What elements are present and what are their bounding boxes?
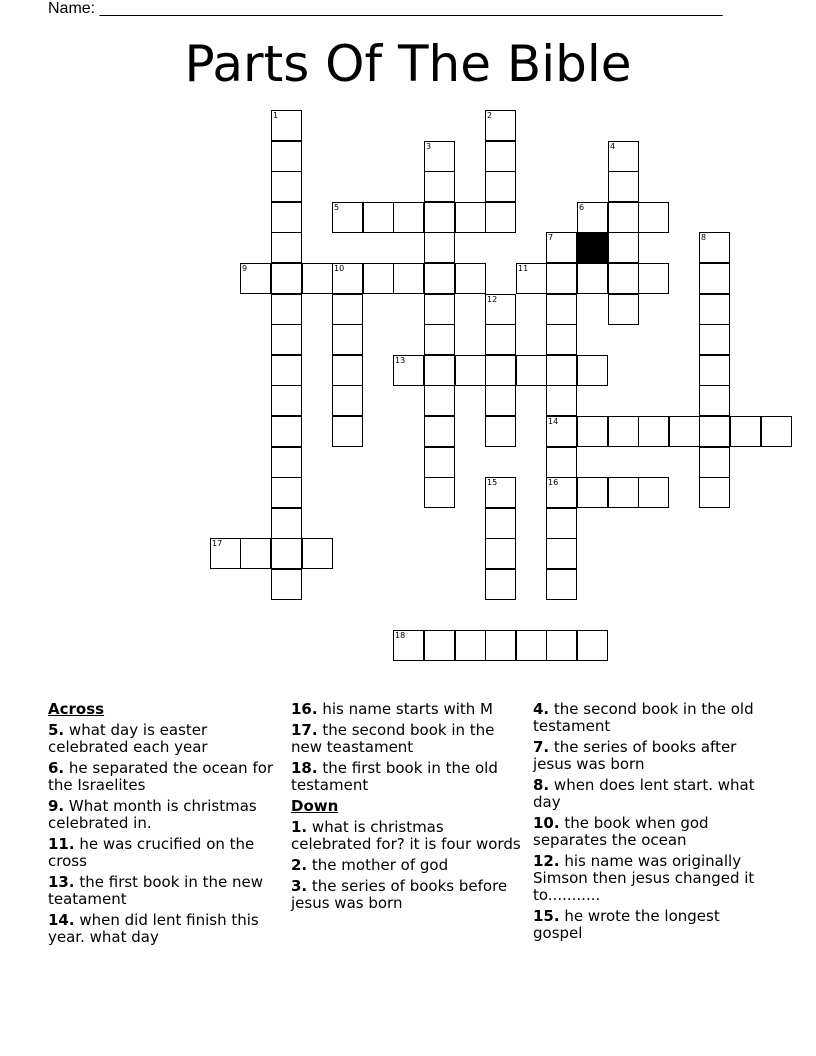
clues-column-2	[291, 701, 523, 916]
clue-number-label: 18.	[291, 759, 318, 777]
clue-number-label: 13.	[48, 873, 75, 891]
grid-cell[interactable]	[271, 569, 302, 600]
clue-number: 10	[334, 264, 345, 273]
grid-cell[interactable]	[546, 569, 577, 600]
grid-cell[interactable]	[271, 508, 302, 539]
grid-cell[interactable]	[546, 355, 577, 386]
name-field[interactable]: Name: ______________________________________________________________________	[48, 0, 723, 17]
grid-cell[interactable]	[516, 630, 547, 661]
grid-cell[interactable]	[455, 355, 486, 386]
clue-text: he wrote the longest gospel	[533, 907, 720, 942]
grid-cell[interactable]	[485, 569, 516, 600]
clue-number: 3	[426, 142, 432, 151]
clue-item	[291, 878, 523, 912]
grid-cell[interactable]	[485, 538, 516, 569]
clue-number-label: 9.	[48, 797, 65, 815]
grid-cell[interactable]	[332, 355, 363, 386]
black-square	[577, 232, 608, 263]
grid-cell[interactable]	[424, 355, 455, 386]
grid-cell[interactable]	[546, 416, 577, 447]
grid-cell[interactable]	[332, 294, 363, 325]
grid-cell[interactable]	[485, 508, 516, 539]
grid-cell[interactable]	[424, 324, 455, 355]
grid-cell[interactable]	[699, 294, 730, 325]
down-heading: Down	[291, 797, 339, 815]
grid-cell[interactable]	[424, 202, 455, 233]
grid-cell[interactable]	[424, 477, 455, 508]
clue-item	[48, 874, 278, 908]
grid-cell[interactable]	[546, 294, 577, 325]
grid-cell[interactable]	[577, 355, 608, 386]
clue-number-label: 2.	[291, 856, 308, 874]
grid-cell[interactable]	[638, 416, 669, 447]
grid-cell[interactable]	[699, 416, 730, 447]
grid-cell[interactable]	[699, 355, 730, 386]
clue-number-label: 15.	[533, 907, 560, 925]
grid-cell[interactable]	[424, 416, 455, 447]
grid-cell[interactable]	[699, 477, 730, 508]
grid-cell[interactable]	[485, 202, 516, 233]
grid-cell[interactable]	[546, 385, 577, 416]
clue-number: 13	[395, 356, 406, 365]
grid-cell[interactable]	[271, 294, 302, 325]
grid-cell[interactable]	[485, 355, 516, 386]
clue-number: 8	[701, 233, 707, 242]
grid-cell[interactable]	[363, 202, 394, 233]
grid-cell[interactable]	[699, 324, 730, 355]
clue-number-label: 11.	[48, 835, 75, 853]
grid-cell[interactable]	[638, 202, 669, 233]
grid-cell[interactable]	[608, 416, 639, 447]
grid-cell[interactable]	[271, 263, 302, 294]
grid-cell[interactable]	[485, 110, 516, 141]
grid-cell[interactable]	[332, 324, 363, 355]
grid-cell[interactable]	[546, 324, 577, 355]
clue-number-label: 14.	[48, 911, 75, 929]
grid-cell[interactable]	[608, 202, 639, 233]
grid-cell[interactable]	[424, 263, 455, 294]
grid-cell[interactable]	[761, 416, 792, 447]
clue-item	[291, 760, 523, 794]
clue-text: when does lent start. what day	[533, 776, 755, 811]
grid-cell[interactable]	[485, 294, 516, 325]
grid-cell[interactable]	[302, 263, 333, 294]
clue-number-label: 7.	[533, 738, 550, 756]
clue-text: his name was originally Simson then jesus changed it to...........	[533, 852, 755, 904]
clue-item	[533, 853, 773, 904]
grid-cell[interactable]	[424, 385, 455, 416]
grid-cell[interactable]	[424, 141, 455, 172]
grid-cell[interactable]	[546, 630, 577, 661]
grid-cell[interactable]	[271, 232, 302, 263]
clue-text: the second book in the old testament	[533, 700, 754, 735]
grid-cell[interactable]	[608, 141, 639, 172]
grid-cell[interactable]	[424, 232, 455, 263]
grid-cell[interactable]	[608, 263, 639, 294]
clue-number: 18	[395, 631, 406, 640]
grid-cell[interactable]	[240, 263, 271, 294]
grid-cell[interactable]	[485, 385, 516, 416]
clue-text: the book when god separates the ocean	[533, 814, 709, 849]
grid-cell[interactable]	[393, 630, 424, 661]
grid-cell[interactable]	[271, 538, 302, 569]
clue-item	[48, 912, 278, 946]
clue-item	[291, 819, 523, 853]
clue-number: 12	[487, 295, 498, 304]
grid-cell[interactable]	[516, 263, 547, 294]
clues-column-3	[533, 701, 773, 946]
clue-item	[48, 836, 278, 870]
grid-cell[interactable]	[393, 202, 424, 233]
clue-text: he was crucified on the cross	[48, 835, 255, 870]
grid-cell[interactable]	[424, 171, 455, 202]
grid-cell[interactable]	[699, 447, 730, 478]
grid-cell[interactable]	[424, 630, 455, 661]
clue-number: 16	[548, 478, 559, 487]
clue-item	[291, 722, 523, 756]
grid-cell[interactable]	[332, 385, 363, 416]
grid-cell[interactable]	[546, 447, 577, 478]
grid-cell[interactable]	[608, 294, 639, 325]
grid-cell[interactable]	[577, 416, 608, 447]
clue-text: the series of books before jesus was born	[291, 877, 508, 912]
clue-number: 1	[273, 111, 279, 120]
clue-item	[48, 798, 278, 832]
clue-number: 7	[548, 233, 554, 242]
grid-cell[interactable]	[546, 538, 577, 569]
grid-cell[interactable]	[455, 630, 486, 661]
grid-cell[interactable]	[271, 202, 302, 233]
grid-cell[interactable]	[271, 447, 302, 478]
clue-number: 17	[212, 539, 223, 548]
grid-cell[interactable]	[485, 630, 516, 661]
grid-cell[interactable]	[424, 294, 455, 325]
clue-number: 15	[487, 478, 498, 487]
clue-number: 11	[518, 264, 529, 273]
puzzle-title: Parts Of The Bible	[184, 35, 632, 93]
clue-text: his name starts with M	[322, 700, 493, 718]
grid-cell[interactable]	[332, 416, 363, 447]
grid-cell[interactable]	[577, 202, 608, 233]
clue-text: when did lent finish this year. what day	[48, 911, 259, 946]
clue-item	[533, 908, 773, 942]
grid-cell[interactable]	[485, 171, 516, 202]
grid-cell[interactable]	[669, 416, 700, 447]
clue-item	[533, 777, 773, 811]
clue-number-label: 8.	[533, 776, 550, 794]
grid-cell[interactable]	[546, 263, 577, 294]
clue-item	[533, 739, 773, 773]
grid-cell[interactable]	[699, 263, 730, 294]
clue-text: he separated the ocean for the Israelites	[48, 759, 274, 794]
grid-cell[interactable]	[271, 416, 302, 447]
grid-cell[interactable]	[271, 141, 302, 172]
grid-cell[interactable]	[638, 263, 669, 294]
clue-item	[291, 857, 523, 874]
grid-cell[interactable]	[332, 263, 363, 294]
clue-number-label: 1.	[291, 818, 308, 836]
grid-cell[interactable]	[516, 355, 547, 386]
clue-item	[291, 701, 523, 718]
grid-cell[interactable]	[577, 630, 608, 661]
grid-cell[interactable]	[546, 508, 577, 539]
clue-number-label: 12.	[533, 852, 560, 870]
clue-item	[48, 760, 278, 794]
clue-number: 9	[242, 264, 248, 273]
grid-cell[interactable]	[730, 416, 761, 447]
clue-text: What month is christmas celebrated in.	[48, 797, 257, 832]
grid-cell[interactable]	[699, 232, 730, 263]
clue-number-label: 3.	[291, 877, 308, 895]
clue-number-label: 10.	[533, 814, 560, 832]
grid-cell[interactable]	[424, 447, 455, 478]
grid-cell[interactable]	[608, 171, 639, 202]
grid-cell[interactable]	[393, 355, 424, 386]
across-heading: Across	[48, 700, 105, 718]
grid-cell[interactable]	[638, 477, 669, 508]
grid-cell[interactable]	[577, 477, 608, 508]
grid-cell[interactable]	[608, 232, 639, 263]
clue-number: 5	[334, 203, 340, 212]
grid-cell[interactable]	[271, 355, 302, 386]
clue-text: the series of books after jesus was born	[533, 738, 737, 773]
clue-number: 4	[610, 142, 616, 151]
grid-cell[interactable]	[485, 477, 516, 508]
clue-number: 2	[487, 111, 493, 120]
clue-number: 14	[548, 417, 559, 426]
grid-cell[interactable]	[363, 263, 394, 294]
grid-cell[interactable]	[332, 202, 363, 233]
clue-text: the second book in the new teastament	[291, 721, 495, 756]
grid-cell[interactable]	[271, 171, 302, 202]
grid-cell[interactable]	[608, 477, 639, 508]
grid-cell[interactable]	[485, 324, 516, 355]
grid-cell[interactable]	[240, 538, 271, 569]
grid-cell[interactable]	[393, 263, 424, 294]
grid-cell[interactable]	[546, 477, 577, 508]
clues-column-1	[48, 701, 278, 950]
grid-cell[interactable]	[699, 385, 730, 416]
clue-number-label: 4.	[533, 700, 550, 718]
clue-item	[533, 815, 773, 849]
clue-text: what is christmas celebrated for? it is four words	[291, 818, 521, 853]
clue-number-label: 5.	[48, 721, 65, 739]
clue-item	[533, 701, 773, 735]
grid-cell[interactable]	[455, 202, 486, 233]
grid-cell[interactable]	[577, 263, 608, 294]
grid-cell[interactable]	[271, 385, 302, 416]
clue-number-label: 17.	[291, 721, 318, 739]
clue-number-label: 6.	[48, 759, 65, 777]
clue-text: the first book in the old testament	[291, 759, 498, 794]
grid-cell[interactable]	[546, 232, 577, 263]
clue-text: the mother of god	[311, 856, 449, 874]
grid-cell[interactable]	[271, 110, 302, 141]
clue-number: 6	[579, 203, 585, 212]
grid-cell[interactable]	[455, 263, 486, 294]
grid-cell[interactable]	[271, 324, 302, 355]
grid-cell[interactable]	[271, 477, 302, 508]
grid-cell[interactable]	[485, 416, 516, 447]
clue-text: the first book in the new teatament	[48, 873, 263, 908]
clue-text: what day is easter celebrated each year	[48, 721, 208, 756]
grid-cell[interactable]	[485, 141, 516, 172]
clue-item	[48, 722, 278, 756]
clue-number-label: 16.	[291, 700, 318, 718]
grid-cell[interactable]	[302, 538, 333, 569]
grid-cell[interactable]	[210, 538, 241, 569]
